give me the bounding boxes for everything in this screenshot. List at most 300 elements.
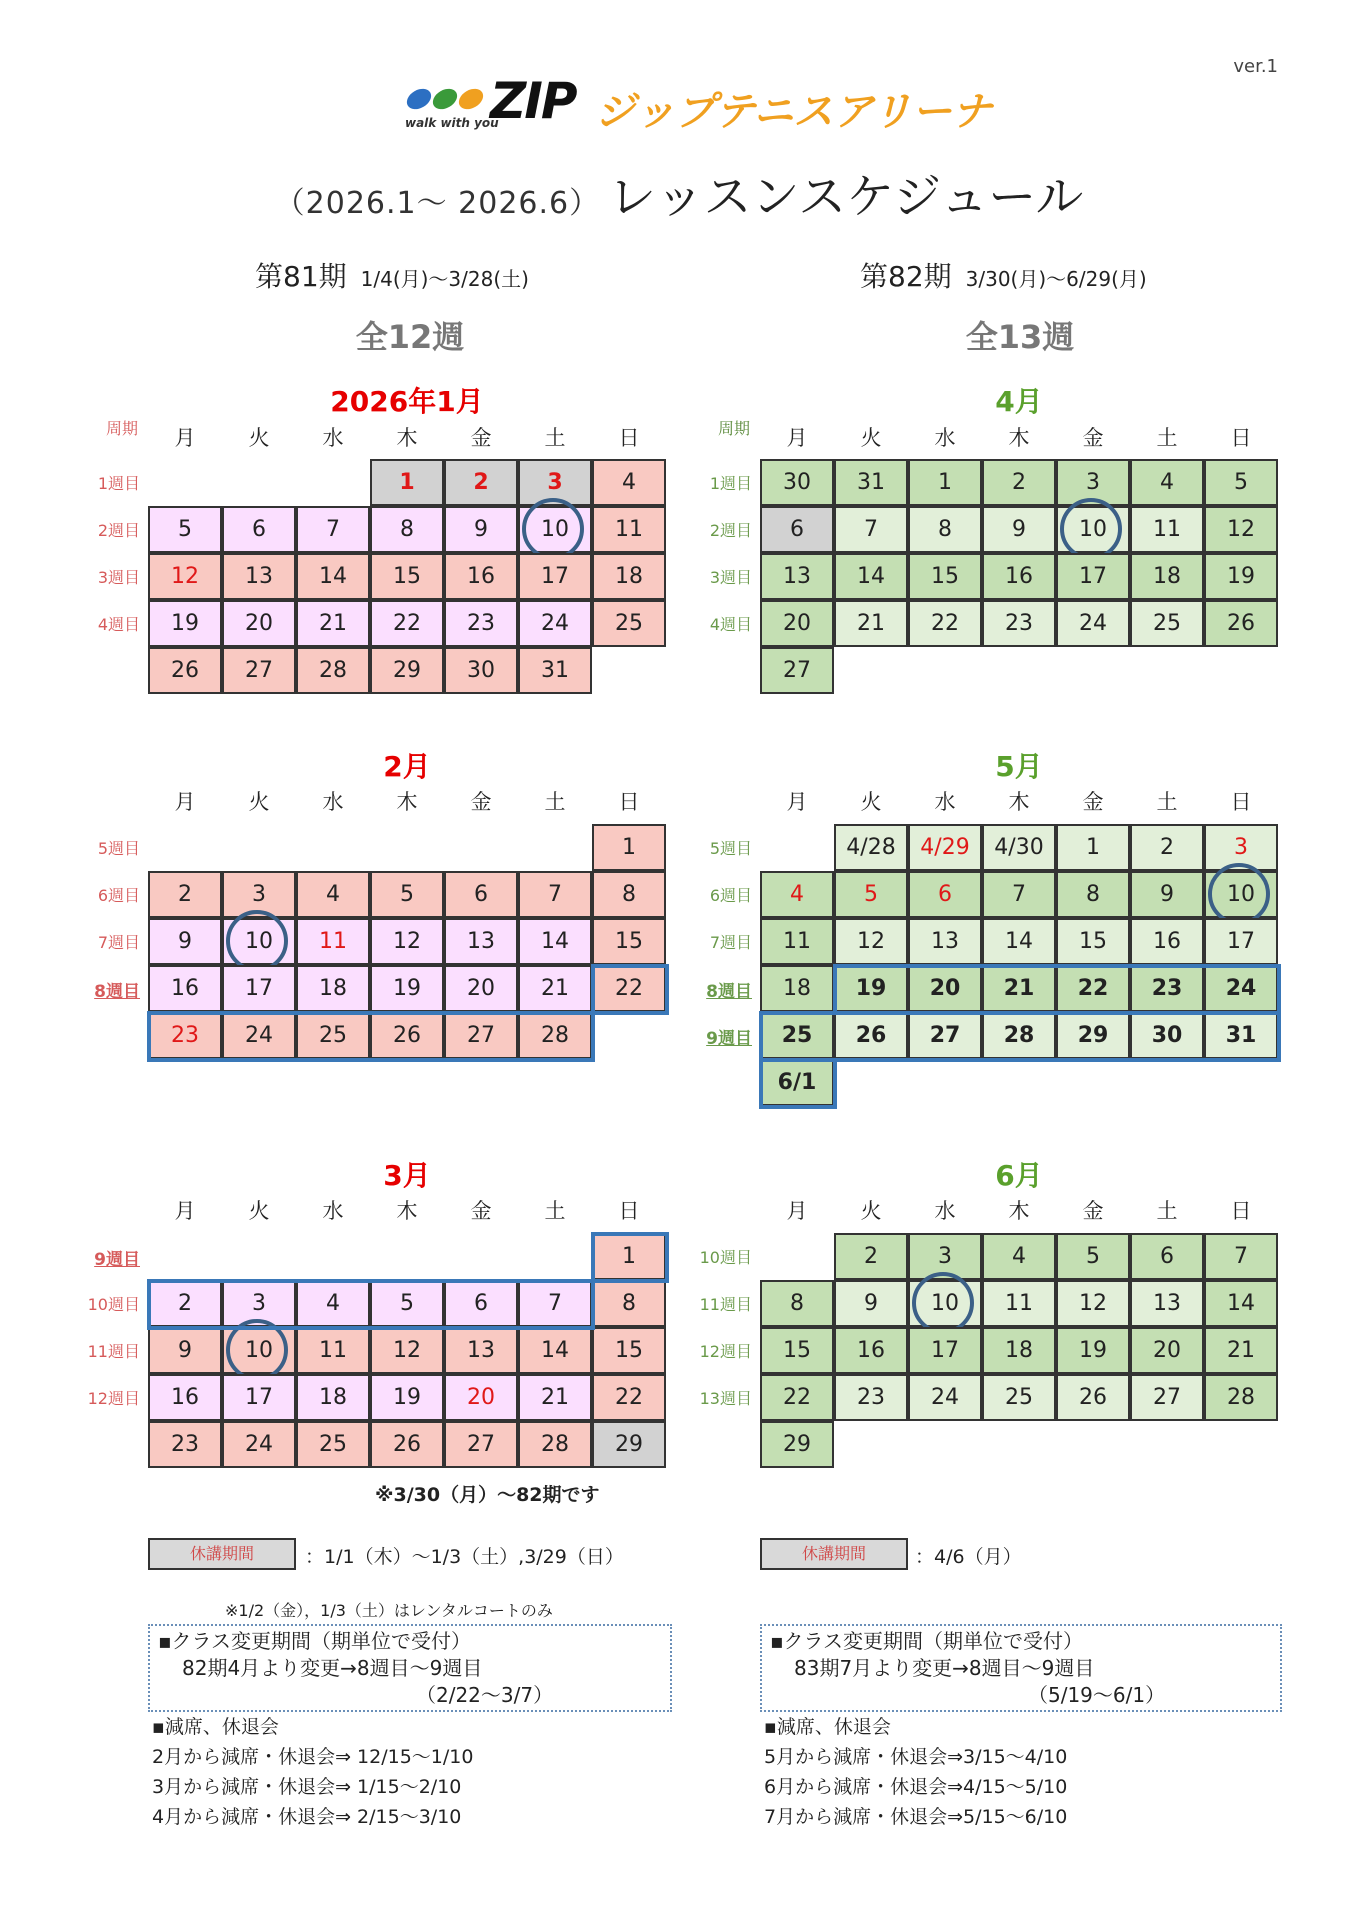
day-cell-mar[interactable]: 13	[444, 1327, 518, 1374]
day-cell-apr[interactable]: 15	[908, 553, 982, 600]
day-cell-feb[interactable]: 19	[370, 965, 444, 1012]
weekday-header-apr: 日	[1230, 426, 1252, 450]
day-cell-apr[interactable]: 25	[1130, 600, 1204, 647]
day-cell-jun[interactable]: 11	[982, 1280, 1056, 1327]
day-cell-mar[interactable]: 16	[148, 1374, 222, 1421]
kyuko-label-right: 休講期間	[760, 1538, 908, 1570]
week-label-jan: 4週目	[97, 615, 140, 634]
day-cell-may[interactable]: 18	[760, 965, 834, 1012]
logo-name: ジップテニスアリーナ	[595, 89, 992, 135]
day-cell-jan[interactable]: 23	[444, 600, 518, 647]
class-change-highlight	[759, 1058, 837, 1109]
day-cell-mar[interactable]: 10	[222, 1327, 296, 1374]
highlight-circle	[1208, 863, 1270, 925]
day-cell-mar[interactable]: 7	[518, 1280, 592, 1327]
day-cell-jun[interactable]: 24	[908, 1374, 982, 1421]
logo-tagline: walk with you	[405, 116, 499, 130]
mar-note: ※3/30（月）～82期です	[375, 1484, 600, 1506]
class-change-highlight	[833, 964, 1281, 1015]
day-cell-feb[interactable]: 2	[148, 871, 222, 918]
day-cell-jun[interactable]: 13	[1130, 1280, 1204, 1327]
weekday-header-apr: 木	[1008, 426, 1030, 450]
weekday-header-feb: 水	[322, 790, 344, 814]
withdraw-line: 4月から減席・休退会⇒ 2/15～3/10	[152, 1806, 462, 1828]
day-cell-jun[interactable]: 23	[834, 1374, 908, 1421]
day-cell-may[interactable]: 1	[1056, 824, 1130, 871]
weekday-header-apr: 水	[934, 426, 956, 450]
weekday-header-mar: 月	[174, 1199, 196, 1223]
week-label-feb: 8週目	[94, 982, 140, 1002]
day-cell-jun[interactable]: 22	[760, 1374, 834, 1421]
day-cell-apr[interactable]: 20	[760, 600, 834, 647]
day-cell-apr[interactable]: 23	[982, 600, 1056, 647]
weekday-header-mar: 日	[618, 1199, 640, 1223]
day-cell-apr[interactable]: 3	[1056, 459, 1130, 506]
weekday-header-feb: 土	[544, 790, 566, 814]
weekday-header-jan: 木	[396, 426, 418, 450]
kyuko-dates-right: ：4/6（月）	[915, 1546, 1022, 1568]
day-cell-jan[interactable]: 4	[592, 459, 666, 506]
week-label-apr: 3週目	[709, 568, 752, 587]
day-cell-may[interactable]: 3	[1204, 824, 1278, 871]
day-cell-apr[interactable]: 4	[1130, 459, 1204, 506]
day-cell-jan[interactable]: 29	[370, 647, 444, 694]
day-cell-mar[interactable]: 23	[148, 1421, 222, 1468]
day-cell-apr[interactable]: 6	[760, 506, 834, 553]
day-cell-mar[interactable]: 8	[592, 1280, 666, 1327]
day-cell-jun[interactable]: 20	[1130, 1327, 1204, 1374]
day-cell-jan[interactable]: 16	[444, 553, 518, 600]
withdraw-left	[152, 1712, 473, 1832]
day-cell-jan[interactable]: 9	[444, 506, 518, 553]
day-cell-may[interactable]: 4/28	[834, 824, 908, 871]
day-cell-jan[interactable]: 30	[444, 647, 518, 694]
day-cell-feb[interactable]: 5	[370, 871, 444, 918]
day-cell-apr[interactable]: 21	[834, 600, 908, 647]
day-cell-feb[interactable]: 1	[592, 824, 666, 871]
day-cell-apr[interactable]: 1	[908, 459, 982, 506]
day-cell-may[interactable]: 29	[1056, 1012, 1130, 1059]
weekday-header-jan: 月	[174, 426, 196, 450]
day-cell-mar[interactable]: 4	[296, 1280, 370, 1327]
term-81-weeks: 全12週	[355, 318, 465, 356]
day-cell-apr[interactable]: 22	[908, 600, 982, 647]
day-cell-jun[interactable]: 16	[834, 1327, 908, 1374]
day-cell-apr[interactable]: 13	[760, 553, 834, 600]
day-cell-jun[interactable]: 9	[834, 1280, 908, 1327]
weekday-header-jun: 日	[1230, 1199, 1252, 1223]
day-cell-may[interactable]: 25	[760, 1012, 834, 1059]
day-cell-jan[interactable]: 12	[148, 553, 222, 600]
day-cell-feb[interactable]: 10	[222, 918, 296, 965]
day-cell-feb[interactable]: 28	[518, 1012, 592, 1059]
week-label-jun: 10週目	[699, 1248, 752, 1267]
day-cell-feb[interactable]: 17	[222, 965, 296, 1012]
day-cell-apr[interactable]: 10	[1056, 506, 1130, 553]
day-cell-apr[interactable]: 27	[760, 647, 834, 694]
week-label-may: 6週目	[709, 886, 752, 905]
day-cell-apr[interactable]: 12	[1204, 506, 1278, 553]
highlight-circle	[226, 910, 288, 972]
withdraw-right	[764, 1712, 1067, 1832]
day-cell-may[interactable]: 30	[1130, 1012, 1204, 1059]
weekday-header-jun: 水	[934, 1199, 956, 1223]
day-cell-feb[interactable]: 7	[518, 871, 592, 918]
weekday-header-mar: 水	[322, 1199, 344, 1223]
day-cell-feb[interactable]: 22	[592, 965, 666, 1012]
weekday-header-apr: 月	[786, 426, 808, 450]
withdraw-line: 6月から減席・休退会⇒4/15～5/10	[764, 1776, 1068, 1798]
day-cell-mar[interactable]: 26	[370, 1421, 444, 1468]
day-cell-may[interactable]: 28	[982, 1012, 1056, 1059]
day-cell-may[interactable]: 19	[834, 965, 908, 1012]
week-label-jan: 1週目	[97, 474, 140, 493]
day-cell-feb[interactable]: 27	[444, 1012, 518, 1059]
week-label-jan: 2週目	[97, 521, 140, 540]
day-cell-jun[interactable]: 12	[1056, 1280, 1130, 1327]
week-label-mar: 12週目	[87, 1389, 140, 1408]
day-cell-apr[interactable]: 5	[1204, 459, 1278, 506]
day-cell-apr[interactable]: 9	[982, 506, 1056, 553]
day-cell-feb[interactable]: 15	[592, 918, 666, 965]
week-label-jun: 13週目	[699, 1389, 752, 1408]
day-cell-mar[interactable]: 17	[222, 1374, 296, 1421]
day-cell-apr[interactable]: 7	[834, 506, 908, 553]
weekday-header-mar: 火	[248, 1199, 270, 1223]
weekday-header-mar: 金	[470, 1199, 492, 1223]
day-cell-mar[interactable]: 11	[296, 1327, 370, 1374]
title-main: レッスンスケジュール	[608, 169, 1084, 225]
day-cell-mar[interactable]: 5	[370, 1280, 444, 1327]
day-cell-may[interactable]: 11	[760, 918, 834, 965]
day-cell-apr[interactable]: 31	[834, 459, 908, 506]
period-label: 周期	[718, 419, 751, 438]
day-cell-mar[interactable]: 22	[592, 1374, 666, 1421]
week-label-jun: 11週目	[699, 1295, 752, 1314]
day-cell-mar[interactable]: 6	[444, 1280, 518, 1327]
day-cell-may[interactable]: 26	[834, 1012, 908, 1059]
weekday-header-jan: 火	[248, 426, 270, 450]
withdraw-line: 7月から減席・休退会⇒5/15～6/10	[764, 1806, 1068, 1828]
day-cell-jun[interactable]: 26	[1056, 1374, 1130, 1421]
weekday-header-mar: 木	[396, 1199, 418, 1223]
weekday-header-jun: 金	[1082, 1199, 1104, 1223]
week-label-feb: 5週目	[97, 839, 140, 858]
day-cell-jan[interactable]: 26	[148, 647, 222, 694]
month-title-jan: 2026年1月	[330, 385, 484, 418]
term-82-name: 第82期	[860, 260, 952, 293]
day-cell-jan[interactable]: 19	[148, 600, 222, 647]
weekday-header-may: 土	[1156, 790, 1178, 814]
class-change-box-right	[760, 1624, 1282, 1712]
day-cell-jan[interactable]: 27	[222, 647, 296, 694]
day-cell-feb[interactable]: 3	[222, 871, 296, 918]
day-cell-may[interactable]: 13	[908, 918, 982, 965]
week-label-apr: 2週目	[709, 521, 752, 540]
day-cell-jun[interactable]: 14	[1204, 1280, 1278, 1327]
day-cell-may[interactable]: 31	[1204, 1012, 1278, 1059]
week-label-feb: 7週目	[97, 933, 140, 952]
weekday-header-jun: 月	[786, 1199, 808, 1223]
day-cell-feb[interactable]: 13	[444, 918, 518, 965]
day-cell-jan[interactable]: 6	[222, 506, 296, 553]
day-cell-jan[interactable]: 13	[222, 553, 296, 600]
withdraw-title-left: ▪減席、休退会	[152, 1716, 279, 1738]
week-label-feb: 6週目	[97, 886, 140, 905]
day-cell-mar[interactable]: 29	[592, 1421, 666, 1468]
day-cell-jan[interactable]: 11	[592, 506, 666, 553]
day-cell-may[interactable]: 4/30	[982, 824, 1056, 871]
week-label-mar: 9週目	[94, 1250, 140, 1270]
week-label-may: 5週目	[709, 839, 752, 858]
withdraw-line: 5月から減席・休退会⇒3/15～4/10	[764, 1746, 1068, 1768]
day-cell-jan[interactable]: 25	[592, 600, 666, 647]
day-cell-jun[interactable]: 21	[1204, 1327, 1278, 1374]
weekday-header-may: 月	[786, 790, 808, 814]
withdraw-title-right: ▪減席、休退会	[764, 1716, 891, 1738]
day-cell-apr[interactable]: 11	[1130, 506, 1204, 553]
day-cell-mar[interactable]: 18	[296, 1374, 370, 1421]
day-cell-mar[interactable]: 12	[370, 1327, 444, 1374]
day-cell-may[interactable]: 2	[1130, 824, 1204, 871]
day-cell-jun[interactable]: 6	[1130, 1233, 1204, 1280]
day-cell-may[interactable]: 20	[908, 965, 982, 1012]
day-cell-apr[interactable]: 2	[982, 459, 1056, 506]
day-cell-jan[interactable]: 21	[296, 600, 370, 647]
day-cell-apr[interactable]: 17	[1056, 553, 1130, 600]
day-cell-jun[interactable]: 3	[908, 1233, 982, 1280]
day-cell-apr[interactable]: 18	[1130, 553, 1204, 600]
version-label: ver.1	[1233, 56, 1278, 77]
weekday-header-jan: 日	[618, 426, 640, 450]
weekday-header-jan: 水	[322, 426, 344, 450]
day-cell-jun[interactable]: 8	[760, 1280, 834, 1327]
day-cell-may[interactable]: 27	[908, 1012, 982, 1059]
day-cell-feb[interactable]: 24	[222, 1012, 296, 1059]
day-cell-feb[interactable]: 25	[296, 1012, 370, 1059]
weekday-header-may: 金	[1082, 790, 1104, 814]
highlight-circle	[1060, 498, 1122, 560]
day-cell-jan[interactable]: 3	[518, 459, 592, 506]
weekday-header-apr: 土	[1156, 426, 1178, 450]
day-cell-may[interactable]: 5	[834, 871, 908, 918]
day-cell-feb[interactable]: 9	[148, 918, 222, 965]
term-81-range: 1/4(月)～3/28(土)	[360, 267, 529, 291]
day-cell-mar[interactable]: 3	[222, 1280, 296, 1327]
day-cell-mar[interactable]: 24	[222, 1421, 296, 1468]
period-label: 周期	[106, 419, 139, 438]
day-cell-jan[interactable]: 20	[222, 600, 296, 647]
day-cell-may[interactable]: 9	[1130, 871, 1204, 918]
day-cell-jun[interactable]: 15	[760, 1327, 834, 1374]
class-change-line-left: 82期4月より変更→8週目～9週目	[182, 1656, 483, 1680]
day-cell-mar[interactable]: 21	[518, 1374, 592, 1421]
day-cell-mar[interactable]: 19	[370, 1374, 444, 1421]
day-cell-jan[interactable]: 22	[370, 600, 444, 647]
day-cell-mar[interactable]: 15	[592, 1327, 666, 1374]
weekday-header-jan: 土	[544, 426, 566, 450]
day-cell-jun[interactable]: 28	[1204, 1374, 1278, 1421]
day-cell-may[interactable]: 17	[1204, 918, 1278, 965]
weekday-header-apr: 金	[1082, 426, 1104, 450]
week-label-may: 8週目	[706, 982, 752, 1002]
day-cell-jan[interactable]: 18	[592, 553, 666, 600]
class-change-title-left: ▪クラス変更期間（期単位で受付）	[158, 1629, 471, 1653]
day-cell-feb[interactable]: 23	[148, 1012, 222, 1059]
weekday-header-may: 木	[1008, 790, 1030, 814]
day-cell-may[interactable]: 21	[982, 965, 1056, 1012]
day-cell-feb[interactable]: 21	[518, 965, 592, 1012]
month-title-apr: 4月	[995, 385, 1043, 418]
month-title-jun: 6月	[995, 1159, 1043, 1192]
class-change-dates-right: （5/19～6/1）	[1028, 1683, 1166, 1707]
withdraw-line: 2月から減席・休退会⇒ 12/15～1/10	[152, 1746, 474, 1768]
day-cell-apr[interactable]: 14	[834, 553, 908, 600]
day-cell-feb[interactable]: 11	[296, 918, 370, 965]
day-cell-apr[interactable]: 19	[1204, 553, 1278, 600]
logo-brand: ZIP	[490, 72, 576, 130]
day-cell-jun[interactable]: 2	[834, 1233, 908, 1280]
week-label-mar: 10週目	[87, 1295, 140, 1314]
day-cell-jan[interactable]: 24	[518, 600, 592, 647]
day-cell-feb[interactable]: 16	[148, 965, 222, 1012]
class-change-line-right: 83期7月より変更→8週目～9週目	[794, 1656, 1095, 1680]
day-cell-may[interactable]: 12	[834, 918, 908, 965]
weekday-header-jun: 火	[860, 1199, 882, 1223]
page-title	[0, 158, 1358, 227]
week-label-apr: 1週目	[709, 474, 752, 493]
day-cell-apr[interactable]: 30	[760, 459, 834, 506]
day-cell-mar[interactable]: 9	[148, 1327, 222, 1374]
week-label-may: 9週目	[706, 1029, 752, 1049]
month-title-feb: 2月	[383, 750, 431, 783]
weekday-header-jun: 木	[1008, 1199, 1030, 1223]
weekday-header-jun: 土	[1156, 1199, 1178, 1223]
weekday-header-feb: 月	[174, 790, 196, 814]
class-change-highlight	[759, 1011, 1281, 1062]
day-cell-may[interactable]: 14	[982, 918, 1056, 965]
term-82	[860, 255, 1147, 295]
month-title-may: 5月	[995, 750, 1043, 783]
kyuko-dates-left: ：1/1（木）～1/3（土）,3/29（日）	[305, 1546, 624, 1568]
day-cell-mar[interactable]: 1	[592, 1233, 666, 1280]
day-cell-jun[interactable]: 17	[908, 1327, 982, 1374]
day-cell-jun[interactable]: 29	[760, 1421, 834, 1468]
day-cell-mar[interactable]: 27	[444, 1421, 518, 1468]
class-change-box-left	[148, 1624, 672, 1712]
day-cell-may[interactable]: 10	[1204, 871, 1278, 918]
weekday-header-jan: 金	[470, 426, 492, 450]
class-change-title-right: ▪クラス変更期間（期単位で受付）	[770, 1629, 1083, 1653]
week-label-apr: 4週目	[709, 615, 752, 634]
month-title-mar: 3月	[383, 1159, 431, 1192]
weekday-header-may: 火	[860, 790, 882, 814]
day-cell-feb[interactable]: 12	[370, 918, 444, 965]
day-cell-may[interactable]: 16	[1130, 918, 1204, 965]
day-cell-jun[interactable]: 5	[1056, 1233, 1130, 1280]
day-cell-jun[interactable]: 10	[908, 1280, 982, 1327]
day-cell-jan[interactable]: 1	[370, 459, 444, 506]
day-cell-jan[interactable]: 2	[444, 459, 518, 506]
highlight-circle	[912, 1272, 974, 1334]
day-cell-jun[interactable]: 18	[982, 1327, 1056, 1374]
day-cell-may[interactable]: 4	[760, 871, 834, 918]
day-cell-apr[interactable]: 24	[1056, 600, 1130, 647]
day-cell-apr[interactable]: 16	[982, 553, 1056, 600]
day-cell-mar[interactable]: 14	[518, 1327, 592, 1374]
kyuko-label-left: 休講期間	[148, 1538, 296, 1570]
day-cell-jan[interactable]: 10	[518, 506, 592, 553]
week-label-may: 7週目	[709, 933, 752, 952]
class-change-highlight	[147, 1011, 595, 1062]
day-cell-may[interactable]: 6/1	[760, 1059, 834, 1106]
class-change-highlight	[591, 1232, 669, 1283]
day-cell-apr[interactable]: 26	[1204, 600, 1278, 647]
withdraw-line: 3月から減席・休退会⇒ 1/15～2/10	[152, 1776, 462, 1798]
day-cell-feb[interactable]: 18	[296, 965, 370, 1012]
day-cell-mar[interactable]: 28	[518, 1421, 592, 1468]
day-cell-may[interactable]: 4/29	[908, 824, 982, 871]
day-cell-may[interactable]: 7	[982, 871, 1056, 918]
weekday-header-feb: 木	[396, 790, 418, 814]
day-cell-jan[interactable]: 28	[296, 647, 370, 694]
weekday-header-feb: 火	[248, 790, 270, 814]
day-cell-jan[interactable]: 14	[296, 553, 370, 600]
day-cell-mar[interactable]: 2	[148, 1280, 222, 1327]
logo-leaf-icon	[405, 84, 487, 114]
day-cell-feb[interactable]: 4	[296, 871, 370, 918]
day-cell-mar[interactable]: 25	[296, 1421, 370, 1468]
day-cell-may[interactable]: 24	[1204, 965, 1278, 1012]
week-label-jan: 3週目	[97, 568, 140, 587]
day-cell-may[interactable]: 6	[908, 871, 982, 918]
day-cell-jun[interactable]: 27	[1130, 1374, 1204, 1421]
weekday-header-feb: 日	[618, 790, 640, 814]
day-cell-feb[interactable]: 26	[370, 1012, 444, 1059]
day-cell-jun[interactable]: 4	[982, 1233, 1056, 1280]
title-range: （2026.1～ 2026.6）	[274, 186, 601, 221]
day-cell-may[interactable]: 22	[1056, 965, 1130, 1012]
day-cell-jun[interactable]: 19	[1056, 1327, 1130, 1374]
day-cell-jan[interactable]: 5	[148, 506, 222, 553]
class-change-highlight	[591, 964, 669, 1015]
day-cell-feb[interactable]: 14	[518, 918, 592, 965]
day-cell-feb[interactable]: 20	[444, 965, 518, 1012]
term-82-range: 3/30(月)～6/29(月)	[965, 267, 1147, 291]
weekday-header-mar: 土	[544, 1199, 566, 1223]
day-cell-jan[interactable]: 31	[518, 647, 592, 694]
term-81	[255, 255, 529, 295]
day-cell-jan[interactable]: 15	[370, 553, 444, 600]
weekday-header-may: 水	[934, 790, 956, 814]
weekday-header-feb: 金	[470, 790, 492, 814]
day-cell-may[interactable]: 15	[1056, 918, 1130, 965]
day-cell-apr[interactable]: 8	[908, 506, 982, 553]
day-cell-mar[interactable]: 20	[444, 1374, 518, 1421]
day-cell-feb[interactable]: 8	[592, 871, 666, 918]
day-cell-jan[interactable]: 7	[296, 506, 370, 553]
day-cell-feb[interactable]: 6	[444, 871, 518, 918]
week-label-mar: 11週目	[87, 1342, 140, 1361]
day-cell-jan[interactable]: 17	[518, 553, 592, 600]
day-cell-may[interactable]: 8	[1056, 871, 1130, 918]
day-cell-may[interactable]: 23	[1130, 965, 1204, 1012]
day-cell-jun[interactable]: 7	[1204, 1233, 1278, 1280]
day-cell-jun[interactable]: 25	[982, 1374, 1056, 1421]
class-change-highlight	[147, 1279, 595, 1330]
logo	[405, 72, 1005, 138]
day-cell-jan[interactable]: 8	[370, 506, 444, 553]
